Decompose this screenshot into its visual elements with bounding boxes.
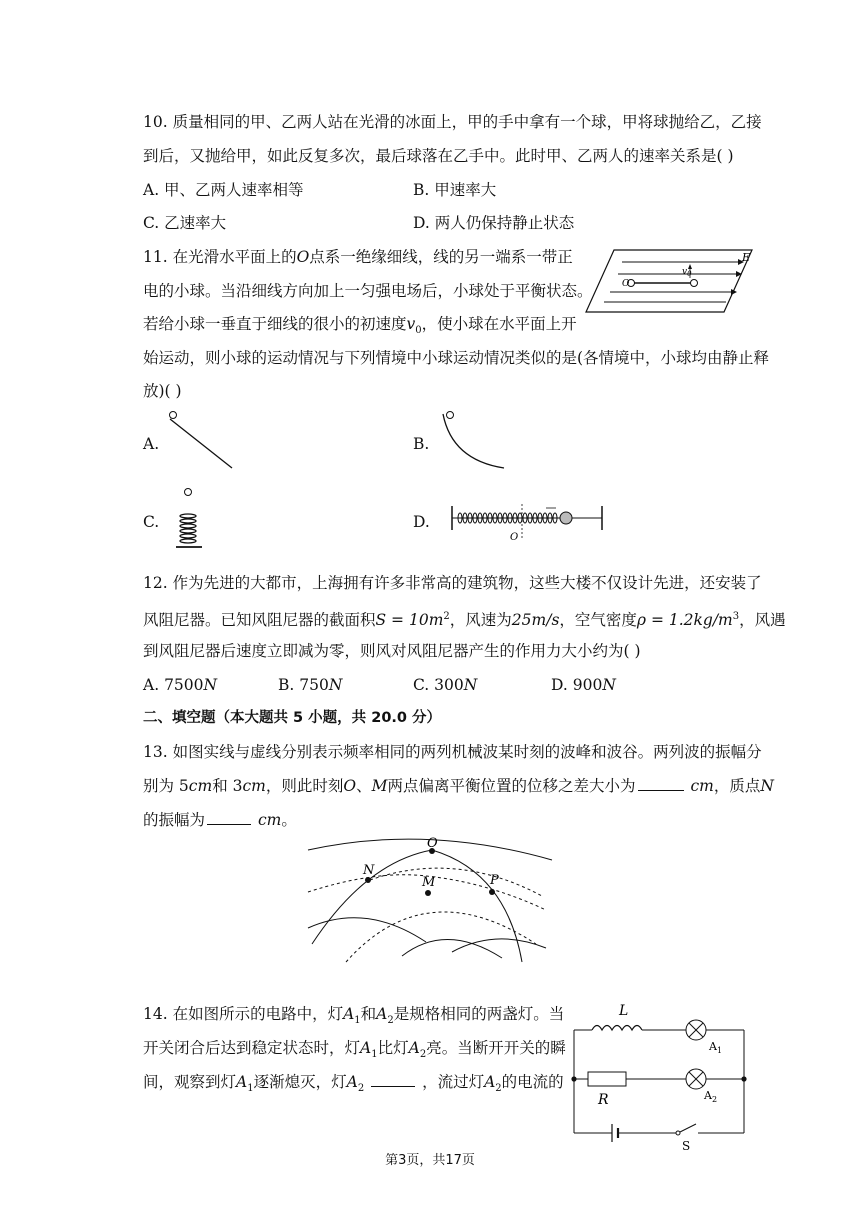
q14-line1: 14. 在如图所示的电路中，灯$A_1$和$A_2$是规格相同的两盏灯。当 bbox=[143, 1005, 565, 1027]
q11-fig-d-o-label: O bbox=[510, 532, 519, 543]
q11-option-a: A. bbox=[143, 435, 160, 453]
q13-fig-p-label: P bbox=[490, 873, 499, 888]
q11-option-b: B. bbox=[413, 435, 430, 453]
q11-option-a-figure bbox=[166, 410, 236, 472]
q12-line1: 12. 作为先进的大都市，上海拥有许多非常高的建筑物，这些大楼不仅设计先进，还安装了 bbox=[143, 574, 762, 592]
q14-fig-a2-label: $A_2$ bbox=[704, 1089, 718, 1104]
q11-option-c-figure bbox=[170, 485, 210, 555]
section-heading-fill-in: 二、填空题（本大题共 5 小题，共 20.0 分） bbox=[143, 710, 442, 726]
q10-line1: 10. 质量相同的甲、乙两人站在光滑的冰面上，甲的手中拿有一个球，甲将球抛给乙，乙接 bbox=[143, 113, 762, 131]
page-footer: 第3页，共17页 bbox=[385, 1153, 475, 1168]
q11-option-d: D. bbox=[413, 513, 430, 531]
q11-option-d-figure bbox=[446, 500, 611, 544]
q11-line2: 电的小球。当沿细线方向加上一匀强电场后，小球处于平衡状态。 bbox=[143, 282, 593, 300]
q13-line3: 的振幅为 cm。 bbox=[143, 811, 297, 829]
q13-wave-figure bbox=[306, 832, 556, 964]
q14-line3: 间，观察到灯$A_1$逐渐熄灭，灯$A_2$ ，流过灯$A_2$的电流的 bbox=[143, 1073, 564, 1095]
q14-blank-1[interactable] bbox=[371, 1072, 415, 1087]
q12-line3: 到风阻尼器后速度立即减为零，则风对风阻尼器产生的作用力大小约为( ) bbox=[143, 642, 641, 660]
q14-circuit-figure bbox=[568, 1000, 750, 1153]
q13-fig-o-label: O bbox=[427, 836, 438, 851]
q14-fig-a1-label: $A_1$ bbox=[709, 1040, 723, 1055]
q11-fig-v0-label: $v_0$ bbox=[682, 267, 692, 278]
q12-option-d: D. 900N bbox=[551, 676, 616, 694]
q10-option-c: C. 乙速率大 bbox=[143, 214, 227, 232]
q12-line2: 风阻尼器。已知风阻尼器的截面积$S = 10m^2$，风速为25m/s，空气密度$\rho = 1.2kg/m^3$，风遇 bbox=[143, 611, 786, 630]
q11-line1: 11. 在光滑水平面上的O点系一绝缘细线，线的另一端系一带正 bbox=[143, 248, 573, 266]
q11-field-figure bbox=[586, 248, 756, 314]
q11-option-b-figure bbox=[438, 410, 508, 472]
q10-option-b: B. 甲速率大 bbox=[413, 181, 497, 199]
q14-fig-r-label: R bbox=[598, 1092, 609, 1108]
q11-fig-o-label: O bbox=[622, 279, 630, 289]
q13-fig-n-label: N bbox=[363, 863, 375, 878]
q13-line1: 13. 如图实线与虚线分别表示频率相同的两列机械波某时刻的波峰和波谷。两列波的振幅分 bbox=[143, 743, 762, 761]
q14-fig-l-label: L bbox=[619, 1003, 629, 1019]
q11-line3: 若给小球一垂直于细线的很小的初速度$v_0$，使小球在水平面上开 bbox=[143, 315, 577, 337]
q14-fig-s-label: S bbox=[682, 1139, 691, 1153]
q11-option-c: C. bbox=[143, 513, 160, 531]
q10-option-a: A. 甲、乙两人速率相等 bbox=[143, 181, 304, 199]
q13-blank-2[interactable] bbox=[207, 810, 251, 825]
q12-option-c: C. 300N bbox=[413, 676, 478, 694]
q11-fig-e-label: E bbox=[742, 251, 751, 264]
q13-fig-m-label: M bbox=[422, 875, 436, 890]
q10-option-d: D. 两人仍保持静止状态 bbox=[413, 214, 575, 232]
q13-blank-1[interactable] bbox=[638, 776, 684, 791]
q11-line5: 放)( ) bbox=[143, 382, 182, 400]
q10-line2: 到后，又抛给甲，如此反复多次，最后球落在乙手中。此时甲、乙两人的速率关系是( ) bbox=[143, 147, 734, 165]
q13-line2: 别为 5cm和 3cm，则此时刻O、M两点偏离平衡位置的位移之差大小为 cm，质点N bbox=[143, 777, 774, 795]
q11-line4: 始运动，则小球的运动情况与下列情境中小球运动情况类似的是(各情境中，小球均由静止释 bbox=[143, 349, 770, 367]
q12-option-a: A. 7500N bbox=[143, 676, 218, 694]
q14-line2: 开关闭合后达到稳定状态时，灯$A_1$比灯$A_2$亮。当断开开关的瞬 bbox=[143, 1039, 566, 1061]
q12-option-b: B. 750N bbox=[278, 676, 343, 694]
